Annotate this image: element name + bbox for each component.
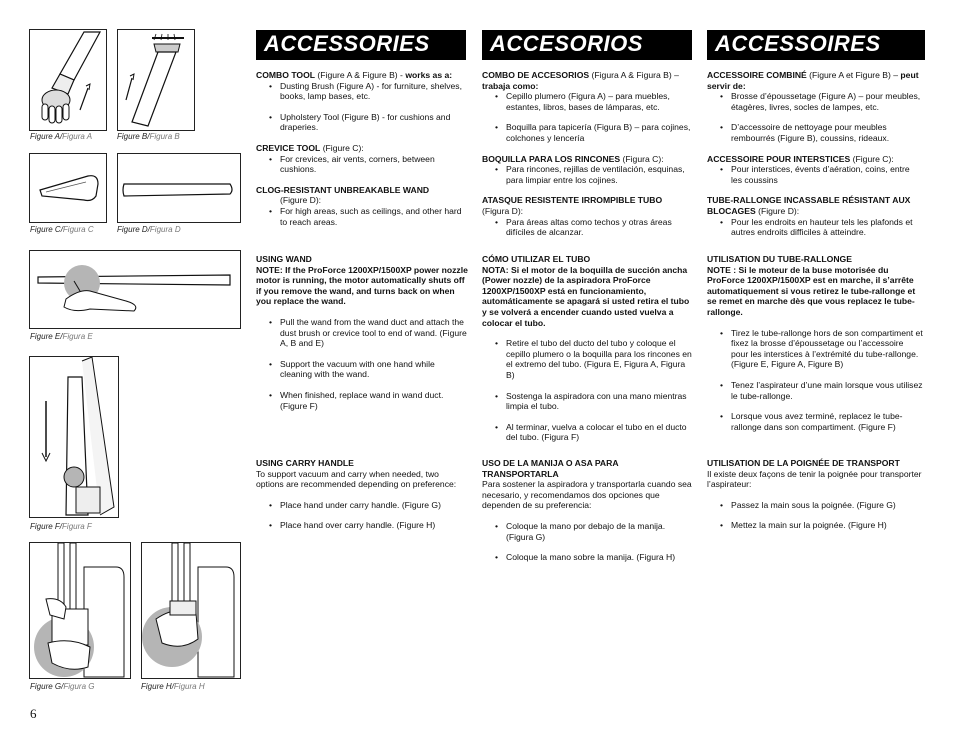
list-item: • Boquilla para tapicería (Figura B) – para cojines, colchones y lencería [482,122,694,143]
english-using-wand-section: USING WAND NOTE: If the ProForce 1200XP/1500XP power nozzle motor is running, the motor automatically shuts off if you remove the wand, and turns back on when you replace the wand. • Pull the wand from the wand duct and attach the dust brush or crevice tool to end of wand. (Figure A, B and E) • Support the vacuum with one hand while cleaning with the wand. • When finished, replace wand in wand duct. (Figure F) [256,254,468,411]
list-item: • Para áreas altas como techos y otras áreas difíciles de alcanzar. [482,217,694,238]
list-item: • Retire el tubo del ducto del tubo y coloque el cepillo plumero o la boquilla para los rincones en el extremo del tubo. (Figura E, Figura A, Figura B) [482,338,694,380]
figure-g-image [29,542,131,679]
list-item: • Tirez le tube-rallonge hors de son compartiment et fixez la brosse d’époussetage ou l’accessoire pour les interstices à l’extrémité du tube-rallonge. (Figure E, Figure A, Figure B) [707,328,923,370]
figure-c-image [29,153,107,223]
list-item: • Cepillo plumero (Figura A) – para muebles, estantes, libros, bases de lámparas, etc. [482,91,694,112]
spanish-title: ACCESORIOS [490,31,643,56]
list-item: • D’accessoire de nettoyage pour meubles rembourrés (Figure B), coussins, rideaux. [707,122,923,143]
spanish-accessories-section: COMBO DE ACCESORIOS (Figura A & Figura B) – trabaja como: • Cepillo plumero (Figura A) – para muebles, estantes, libros, bases de lámparas, etc. • Boquilla para tapicería (Figura B) – para cojines, colchones y lencería BOQUILLA PARA LOS RINCONES (Figura C): • Para rincones, rejillas de ventilación, esquinas, para limpiar entre los cojines. ATASQUE RESISTENTE IRROMPIBLE TUBO (Figura D): • Para áreas altas como techos y otras áreas difíciles de alcanzar. [482,70,694,238]
figure-h-caption: Figure H/Figura H [141,682,205,691]
french-title: ACCESSOIRES [715,31,881,56]
spanish-title-banner [482,30,692,60]
french-using-wand-section: UTILISATION DU TUBE-RALLONGE NOTE : Si le moteur de la buse motorisée du ProForce 1200XP/1500XP est en marche, il s’arrête automatiquement si vous retirez le tube-rallonge et se remet en marche dès que vous replacez le tube-rallonge. • Tirez le tube-rallonge hors de son compartiment et fixez la brosse d’époussetage ou l’accessoire pour les interstices à l’extrémité du tube-rallonge. (Figure E, Figure A, Figure B) • Tenez l’aspirateur d’une main lorsque vous utilisez le tube-rallonge. • Lorsque vous avez terminé, replacez le tube-rallonge dans son compartiment. (Figure F) [707,254,923,432]
english-accessories-section: COMBO TOOL (Figure A & Figure B) - works as a: • Dusting Brush (Figure A) - for furniture, shelves, books, lamp bases, etc. • Upholstery Tool (Figure B) - for cushions and draperies. CREVICE TOOL (Figure C): • For crevices, air vents, corners, between cushions. CLOG-RESISTANT UNBREAKABLE WAND (Figure D): • For high areas, such as ceilings, and other hard to reach areas. [256,70,468,227]
french-accessories-section: ACCESSOIRE COMBINÉ (Figure A et Figure B) – peut servir de: • Brosse d’époussetage (Figure A) – pour meubles, étagères, livres, socles de lampes, etc. • D’accessoire de nettoyage pour meubles rembourrés (Figure B), coussins, rideaux. ACCESSOIRE POUR INTERSTICES (Figure C): • Pour interstices, évents d’aération, coins, entre les coussins TUBE-RALLONGE INCASSABLE RÉSISTANT AUX BLOCAGES (Figure D): • Pour les endroits en hauteur tels les plafonds et autres endroits difficiles à atteindre. [707,70,923,238]
list-item: • Pour les endroits en hauteur tels les plafonds et autres endroits difficiles à atteindre. [707,217,923,238]
english-carry-handle-section: USING CARRY HANDLE To support vacuum and carry when needed, two options are recommended depending on preference: • Place hand under carry handle. (Figure G) • Place hand over carry handle. (Figure H) [256,458,468,531]
english-title-banner [256,30,466,60]
list-item: • Pour interstices, évents d’aération, coins, entre les coussins [707,164,923,185]
figure-g-caption: Figure G/Figura G [30,682,95,691]
french-title-banner [707,30,925,60]
list-item: • Place hand under carry handle. (Figure G) [256,500,468,511]
figure-c-caption: Figure C/Figura C [30,225,94,234]
list-item: • Tenez l’aspirateur d’une main lorsque vous utilisez le tube-rallonge. [707,380,923,401]
french-carry-handle-section: UTILISATION DE LA POIGNÉE DE TRANSPORT Il existe deux façons de tenir la poignée pour transporter l’aspirateur: • Passez la main sous la poignée. (Figure G) • Mettez la main sur la poignée. (Figure H) [707,458,923,531]
list-item: • For high areas, such as ceilings, and other hard to reach areas. [256,206,468,227]
figure-a-caption: Figure A/Figura A [30,132,93,141]
figure-e-image [29,250,241,329]
english-title: ACCESSORIES [264,31,430,56]
figure-b-caption: Figure B/Figura B [117,132,180,141]
figure-f-caption: Figure F/Figura F [30,522,92,531]
list-item: • For crevices, air vents, corners, between cushions. [256,154,468,175]
list-item: • Al terminar, vuelva a colocar el tubo en el ducto del tubo. (Figura F) [482,422,694,443]
list-item: • Para rincones, rejillas de ventilación, esquinas, para limpiar entre los cojines. [482,164,694,185]
list-item: • When finished, replace wand in wand duct. (Figure F) [256,390,468,411]
spanish-carry-handle-section: USO DE LA MANIJA O ASA PARA TRANSPORTARLA Para sostener la aspiradora y transportarla cuando sea necesario, y recomendamos dos opciones que dependen de su preferencia: • Coloque la mano por debajo de la manija. (Figura G) • Coloque la mano sobre la manija. (Figura H) [482,458,694,563]
list-item: • Support the vacuum with one hand while cleaning with the wand. [256,359,468,380]
figure-b-image [117,29,195,131]
list-item: • Pull the wand from the wand duct and attach the dust brush or crevice tool to end of wand. (Figure A, B and E) [256,317,468,349]
figure-h-image [141,542,241,679]
list-item: • Sostenga la aspiradora con una mano mientras limpia el tubo. [482,391,694,412]
figure-e-caption: Figure E/Figura E [30,332,93,341]
list-item: • Place hand over carry handle. (Figure H) [256,520,468,531]
list-item: • Passez la main sous la poignée. (Figure G) [707,500,923,511]
list-item: • Lorsque vous avez terminé, replacez le tube-rallonge dans son compartiment. (Figure F) [707,411,923,432]
list-item: • Coloque la mano por debajo de la manija. (Figura G) [482,521,694,542]
list-item: • Upholstery Tool (Figure B) - for cushions and draperies. [256,112,468,133]
spanish-using-wand-section: CÓMO UTILIZAR EL TUBO NOTA: Si el motor de la boquilla de succión ancha (Power nozzle) de la aspiradora ProForce 1200XP/1500XP está en funcionamiento, automáticamente se apagará si usted retira el tubo y se volverá a encender cuando usted vuelva a colocar el tubo. • Retire el tubo del ducto del tubo y coloque el cepillo plumero o la boquilla para los rincones en el extremo del tubo. (Figura E, Figura A, Figura B) • Sostenga la aspiradora con una mano mientras limpia el tubo. • Al terminar, vuelva a colocar el tubo en el ducto del tubo. (Figura F) [482,254,694,443]
figure-d-caption: Figure D/Figura D [117,225,181,234]
list-item: • Coloque la mano sobre la manija. (Figura H) [482,552,694,563]
list-item: • Brosse d’époussetage (Figure A) – pour meubles, étagères, livres, socles de lampes, etc. [707,91,923,112]
page-number: 6 [30,706,37,721]
list-item: • Dusting Brush (Figure A) - for furniture, shelves, books, lamp bases, etc. [256,81,468,102]
figure-a-image [29,29,107,131]
list-item: • Mettez la main sur la poignée. (Figure H) [707,520,923,531]
figure-f-image [29,356,119,518]
figure-d-image [117,153,241,223]
